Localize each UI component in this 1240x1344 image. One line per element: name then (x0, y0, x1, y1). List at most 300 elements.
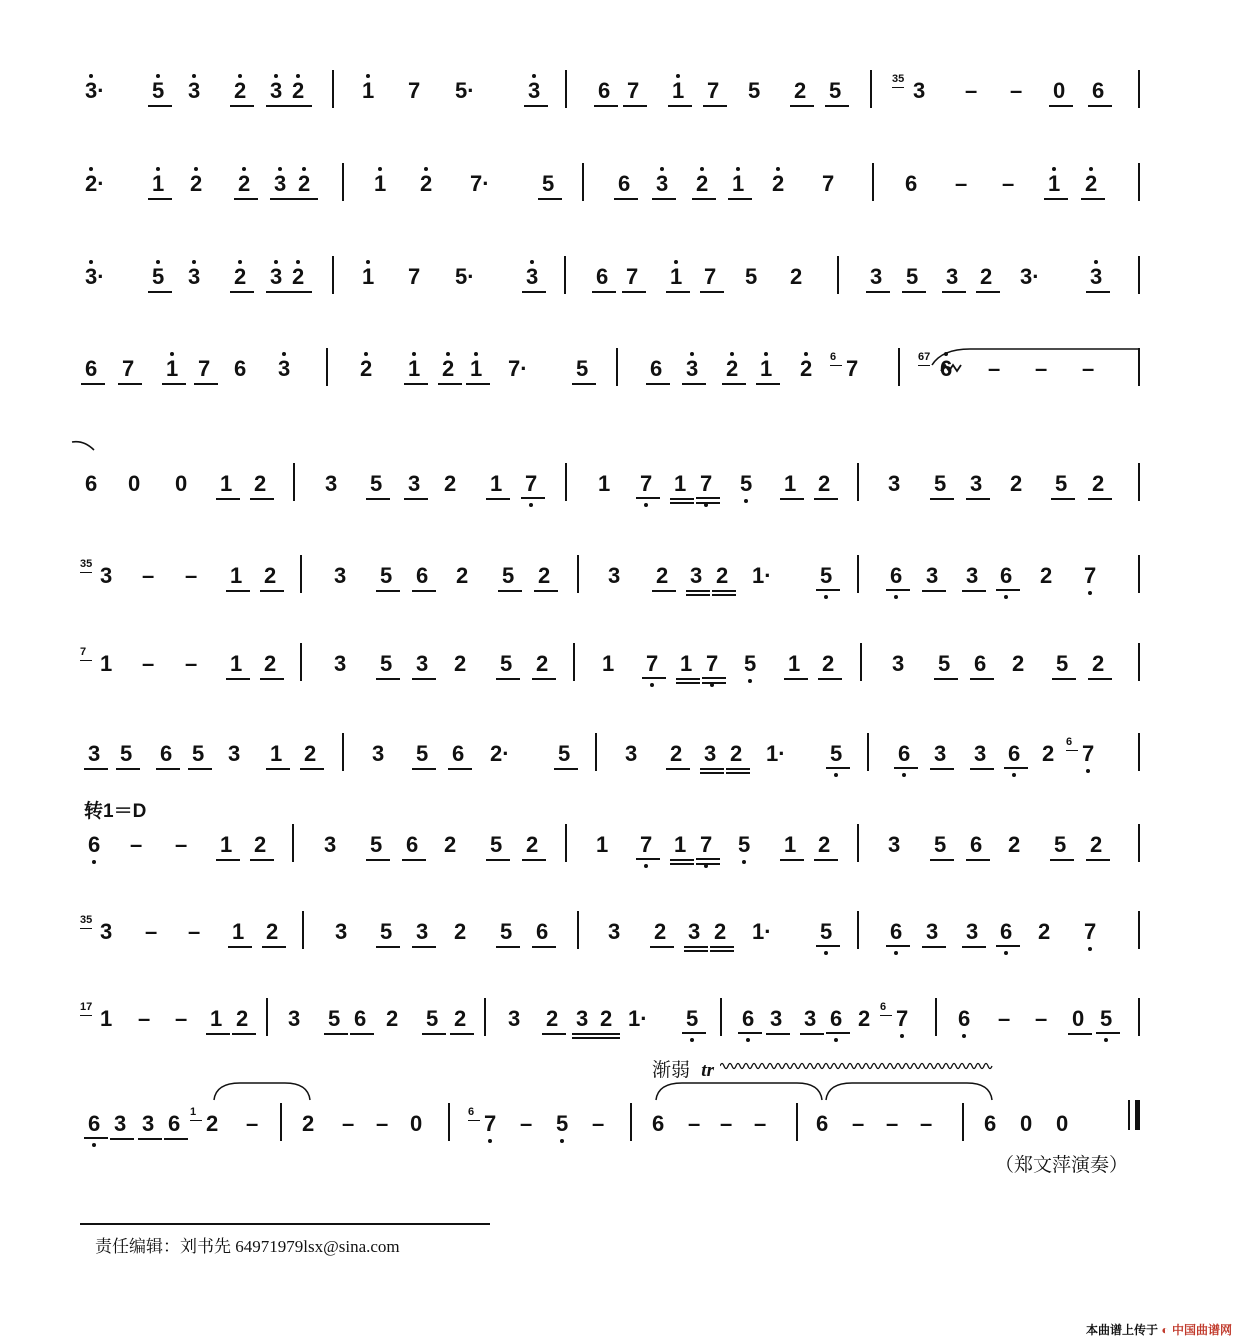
note: 5 (380, 919, 393, 944)
note: 7 (198, 356, 211, 381)
dash: – (246, 1111, 259, 1136)
beam-line (216, 498, 240, 500)
note: 3 (325, 471, 338, 496)
note: 7 (706, 651, 719, 676)
beam-line (118, 383, 142, 385)
note: 5 (744, 651, 757, 676)
note: 1 (732, 171, 745, 196)
staff-row-2 (80, 163, 1140, 223)
note: 3 (576, 1006, 589, 1031)
beam-line (966, 859, 990, 861)
barline (1138, 643, 1140, 681)
note: 1 (100, 651, 113, 676)
beam-line (294, 198, 318, 200)
beam-line (666, 291, 690, 293)
beam-line (700, 291, 724, 293)
dash: – (142, 651, 155, 676)
barline (1138, 256, 1140, 294)
note: 1 (230, 651, 243, 676)
note: 7 (646, 651, 659, 676)
beam-line (652, 590, 676, 592)
note: 1· (628, 1006, 648, 1031)
note: 7 (896, 1006, 909, 1031)
note: 5 (829, 78, 842, 103)
barline (1138, 998, 1140, 1036)
note: 3 (870, 264, 883, 289)
octave-dot-above (192, 74, 196, 78)
beam-line (148, 198, 172, 200)
beam-line (404, 498, 428, 500)
beam-line (324, 1033, 348, 1035)
note: 6 (890, 563, 903, 588)
beam-line (1068, 1033, 1092, 1035)
beam-line (702, 677, 726, 679)
beam-line (532, 678, 556, 680)
beam-line (366, 859, 390, 861)
octave-dot-below (834, 1038, 838, 1042)
note: 3 (114, 1111, 127, 1136)
note: 1 (408, 356, 421, 381)
beam-line (703, 105, 727, 107)
beam-line (230, 291, 254, 293)
octave-dot-above (764, 352, 768, 356)
octave-dot-above (364, 352, 368, 356)
note: 2 (818, 832, 831, 857)
beam-line (496, 678, 520, 680)
note: 7 (704, 264, 717, 289)
barline (1138, 555, 1140, 593)
performer-credit: （郑文萍演奏） (995, 1155, 1129, 1176)
note: 0 (1072, 1006, 1085, 1031)
note: 2 (526, 832, 539, 857)
beam-line (522, 291, 546, 293)
beam-line (930, 498, 954, 500)
beam-line (266, 291, 290, 293)
dash: – (138, 1006, 151, 1031)
note: 3 (888, 832, 901, 857)
note: 5 (370, 471, 383, 496)
beam-line (676, 678, 700, 680)
octave-dot-below (1004, 595, 1008, 599)
note: 2 (1012, 651, 1025, 676)
dash: – (852, 1111, 865, 1136)
octave-dot-below (710, 683, 714, 687)
beam-line (684, 946, 708, 948)
beam-line (138, 1138, 162, 1140)
barline (630, 1103, 632, 1141)
note: 5 (380, 651, 393, 676)
barline (300, 555, 302, 593)
note: 3 (934, 741, 947, 766)
octave-dot-above (1089, 167, 1093, 171)
note: 5 (738, 832, 751, 857)
note: 0 (1053, 78, 1066, 103)
barline (326, 348, 328, 386)
dash: – (342, 1111, 355, 1136)
barline (860, 643, 862, 681)
beam-line (230, 105, 254, 107)
beam-line (448, 768, 472, 770)
octave-dot-above (660, 167, 664, 171)
dash: – (1082, 356, 1095, 381)
beam-line (450, 1033, 474, 1035)
note: 6 (816, 1111, 829, 1136)
beam-line (696, 497, 720, 499)
dash: – (520, 1111, 533, 1136)
note: 0 (1020, 1111, 1033, 1136)
octave-dot-above (378, 167, 382, 171)
note: 3 (608, 919, 621, 944)
note: 7 (700, 471, 713, 496)
note: 1 (672, 78, 685, 103)
note: 7 (640, 832, 653, 857)
dash: – (185, 651, 198, 676)
barline (1138, 911, 1140, 949)
note: 5· (455, 78, 475, 103)
beam-line (710, 946, 734, 948)
dynamic-diminuendo (652, 1055, 714, 1082)
note: 7 (1084, 563, 1097, 588)
note: 2 (1090, 832, 1103, 857)
note: 6 (536, 919, 549, 944)
octave-dot-above (736, 167, 740, 171)
beam-line (646, 383, 670, 385)
note: 7· (470, 171, 490, 196)
note: 2 (360, 356, 373, 381)
beam-line (784, 678, 808, 680)
beam-line (148, 105, 172, 107)
mordent-icon (940, 362, 962, 374)
note: 3 (508, 1006, 521, 1031)
note: 2 (1092, 471, 1105, 496)
barline (1138, 463, 1140, 501)
note: 3 (970, 471, 983, 496)
beam-line (1088, 498, 1112, 500)
note: 3 (274, 171, 287, 196)
note: 3 (804, 1006, 817, 1031)
staff-row-10 (80, 911, 1140, 971)
beam-line (534, 590, 558, 592)
octave-dot-above (296, 74, 300, 78)
barline (1138, 733, 1140, 771)
octave-dot-below (744, 499, 748, 503)
octave-dot-above (194, 167, 198, 171)
beam-line (682, 1032, 706, 1034)
note: 2 (790, 264, 803, 289)
note: 5 (934, 471, 947, 496)
beam-line (412, 678, 436, 680)
beam-line (1088, 105, 1112, 107)
note: 6 (958, 1006, 971, 1031)
note: 5 (830, 741, 843, 766)
note: 5 (1055, 471, 1068, 496)
note: 3 (888, 471, 901, 496)
note: 2 (980, 264, 993, 289)
beam-line (206, 1033, 230, 1035)
octave-dot-above (274, 74, 278, 78)
barline (720, 998, 722, 1036)
beam-line (288, 291, 312, 293)
staff-row-6 (80, 555, 1140, 615)
note: 0 (410, 1111, 423, 1136)
slur-continuation (70, 438, 100, 458)
beam-line (412, 590, 436, 592)
note: 1· (766, 741, 786, 766)
beam-line (756, 383, 780, 385)
slur-row4 (930, 345, 1145, 375)
watermark-brand: 中国曲谱网 (1171, 1323, 1232, 1337)
beam-line (594, 105, 618, 107)
grace-note: 6 (880, 1002, 886, 1013)
note: 5 (934, 832, 947, 857)
note: 6 (1092, 78, 1105, 103)
barline (898, 348, 900, 386)
beam-line (260, 678, 284, 680)
note: 5 (686, 1006, 699, 1031)
beam-line (636, 497, 660, 499)
beam-line (234, 198, 258, 200)
dash: – (175, 1006, 188, 1031)
octave-dot-below (894, 951, 898, 955)
octave-dot-below (962, 1034, 966, 1038)
note: 2 (304, 741, 317, 766)
note: 6 (940, 356, 953, 381)
barline (573, 643, 575, 681)
note: 1 (374, 171, 387, 196)
dash: – (376, 1111, 389, 1136)
note: 3 (946, 264, 959, 289)
trill-label: tr (701, 1060, 714, 1081)
beam-line (376, 590, 400, 592)
note: 2 (234, 78, 247, 103)
note: 3 (690, 563, 703, 588)
beam-line (402, 859, 426, 861)
trill-wave (720, 1060, 995, 1072)
note: 7 (408, 264, 421, 289)
note: 1 (598, 471, 611, 496)
note: 5 (502, 563, 515, 588)
note: 3 (188, 264, 201, 289)
note: 5 (576, 356, 589, 381)
note: 2 (1092, 651, 1105, 676)
note: 2 (266, 919, 279, 944)
grace-note: 35 (80, 915, 92, 926)
octave-dot-above (532, 74, 536, 78)
beam-line (228, 946, 252, 948)
beam-line (668, 105, 692, 107)
octave-dot-above (274, 260, 278, 264)
staff-row-8 (80, 733, 1140, 793)
note: 2 (1038, 919, 1051, 944)
beam-line-secondary (686, 594, 710, 596)
beam-line (84, 768, 108, 770)
beam-line (942, 291, 966, 293)
barline (342, 733, 344, 771)
note: 3 (966, 563, 979, 588)
note: 5 (542, 171, 555, 196)
barline (595, 733, 597, 771)
note: 5 (152, 78, 165, 103)
note: 2 (656, 563, 669, 588)
beam-line (886, 945, 910, 947)
note: 6 (168, 1111, 181, 1136)
note: 6 (88, 832, 101, 857)
dash: – (998, 1006, 1011, 1031)
note: 3 (408, 471, 421, 496)
final-barline-thin (1128, 1100, 1130, 1130)
note: 3 (324, 832, 337, 857)
barline (302, 911, 304, 949)
beam-line (930, 859, 954, 861)
note: 6 (85, 356, 98, 381)
note: 5 (380, 563, 393, 588)
note: 3· (1020, 264, 1040, 289)
beam-line (970, 678, 994, 680)
note: 3 (142, 1111, 155, 1136)
octave-dot-above (1052, 167, 1056, 171)
staff-row-1 (80, 70, 1140, 130)
watermark-prefix: 本曲谱上传于 (1086, 1323, 1159, 1337)
octave-dot-above (192, 260, 196, 264)
note: 2 (716, 563, 729, 588)
beam-line (554, 768, 578, 770)
octave-dot-above (302, 167, 306, 171)
beam-line (524, 105, 548, 107)
note: 2 (818, 471, 831, 496)
note: 5 (906, 264, 919, 289)
note: 2 (190, 171, 203, 196)
beam-line (886, 589, 910, 591)
beam-line (288, 105, 312, 107)
beam-line (521, 497, 545, 499)
beam-line (532, 946, 556, 948)
note: 3 (288, 1006, 301, 1031)
octave-dot-above (238, 260, 242, 264)
beam-line (726, 768, 750, 770)
note: 6 (416, 563, 429, 588)
beam-line (412, 768, 436, 770)
beam-line (692, 198, 716, 200)
dash: – (688, 1111, 701, 1136)
barline (857, 463, 859, 501)
octave-dot-below (834, 773, 838, 777)
beam-line (894, 767, 918, 769)
beam-line (866, 291, 890, 293)
note: 3 (770, 1006, 783, 1031)
beam-line-secondary (670, 502, 694, 504)
note: 3 (974, 741, 987, 766)
barline (332, 70, 334, 108)
note: 6 (160, 741, 173, 766)
beam-line (670, 859, 694, 861)
dash: – (145, 919, 158, 944)
note: 6 (650, 356, 663, 381)
beam-line (800, 1033, 824, 1035)
note: 6 (970, 832, 983, 857)
note: 3 (526, 264, 539, 289)
octave-dot-above (1094, 260, 1098, 264)
beam-line (642, 677, 666, 679)
note: 7 (846, 356, 859, 381)
note: 2 (654, 919, 667, 944)
beam-line (1086, 291, 1110, 293)
note: 5 (740, 471, 753, 496)
beam-line (350, 1033, 374, 1035)
note: 2 (264, 651, 277, 676)
barline (266, 998, 268, 1036)
octave-dot-below (644, 864, 648, 868)
note: 2 (456, 563, 469, 588)
note: 2 (670, 741, 683, 766)
note: 5 (745, 264, 758, 289)
tie-row12-a (210, 1080, 315, 1102)
beam-line (902, 291, 926, 293)
note: 2 (536, 651, 549, 676)
barline (342, 163, 344, 201)
note: 2 (454, 651, 467, 676)
beam-line-secondary (696, 863, 720, 865)
note: 2 (546, 1006, 559, 1031)
modulation-marking: 转1＝D (84, 801, 147, 822)
barline (448, 1103, 450, 1141)
note: 5 (192, 741, 205, 766)
note: 1 (1048, 171, 1061, 196)
note: 3 (926, 919, 939, 944)
beam-line (934, 678, 958, 680)
octave-dot-above (278, 167, 282, 171)
beam-line-secondary (596, 1037, 620, 1039)
note: 5· (455, 264, 475, 289)
beam-line (814, 498, 838, 500)
note: 6 (1000, 563, 1013, 588)
beam-line (194, 383, 218, 385)
final-barline-thick (1135, 1100, 1140, 1130)
octave-dot-below (644, 503, 648, 507)
note: 2 (206, 1111, 219, 1136)
note: 3 (416, 919, 429, 944)
barline (280, 1103, 282, 1141)
barline (867, 733, 869, 771)
note: 5 (416, 741, 429, 766)
beam-line (164, 1138, 188, 1140)
note: 1· (752, 563, 772, 588)
beam-line (1051, 498, 1075, 500)
note: 3· (85, 264, 105, 289)
beam-line (666, 768, 690, 770)
note: 7 (707, 78, 720, 103)
beam-line (542, 1033, 566, 1035)
beam-line (636, 858, 660, 860)
beam-line (162, 383, 186, 385)
beam-line (412, 946, 436, 948)
note: 7 (408, 78, 421, 103)
beam-line (722, 383, 746, 385)
beam-line (404, 383, 428, 385)
note: 3 (88, 741, 101, 766)
note: 2 (1008, 832, 1021, 857)
note: 3 (270, 264, 283, 289)
note: 5 (556, 1111, 569, 1136)
beam-line (728, 198, 752, 200)
note: 6 (596, 264, 609, 289)
barline (870, 70, 872, 108)
beam-line (596, 1033, 620, 1035)
barline (300, 643, 302, 681)
barline (484, 998, 486, 1036)
octave-dot-above (242, 167, 246, 171)
note: 2 (1085, 171, 1098, 196)
footer-rule (80, 1223, 490, 1225)
